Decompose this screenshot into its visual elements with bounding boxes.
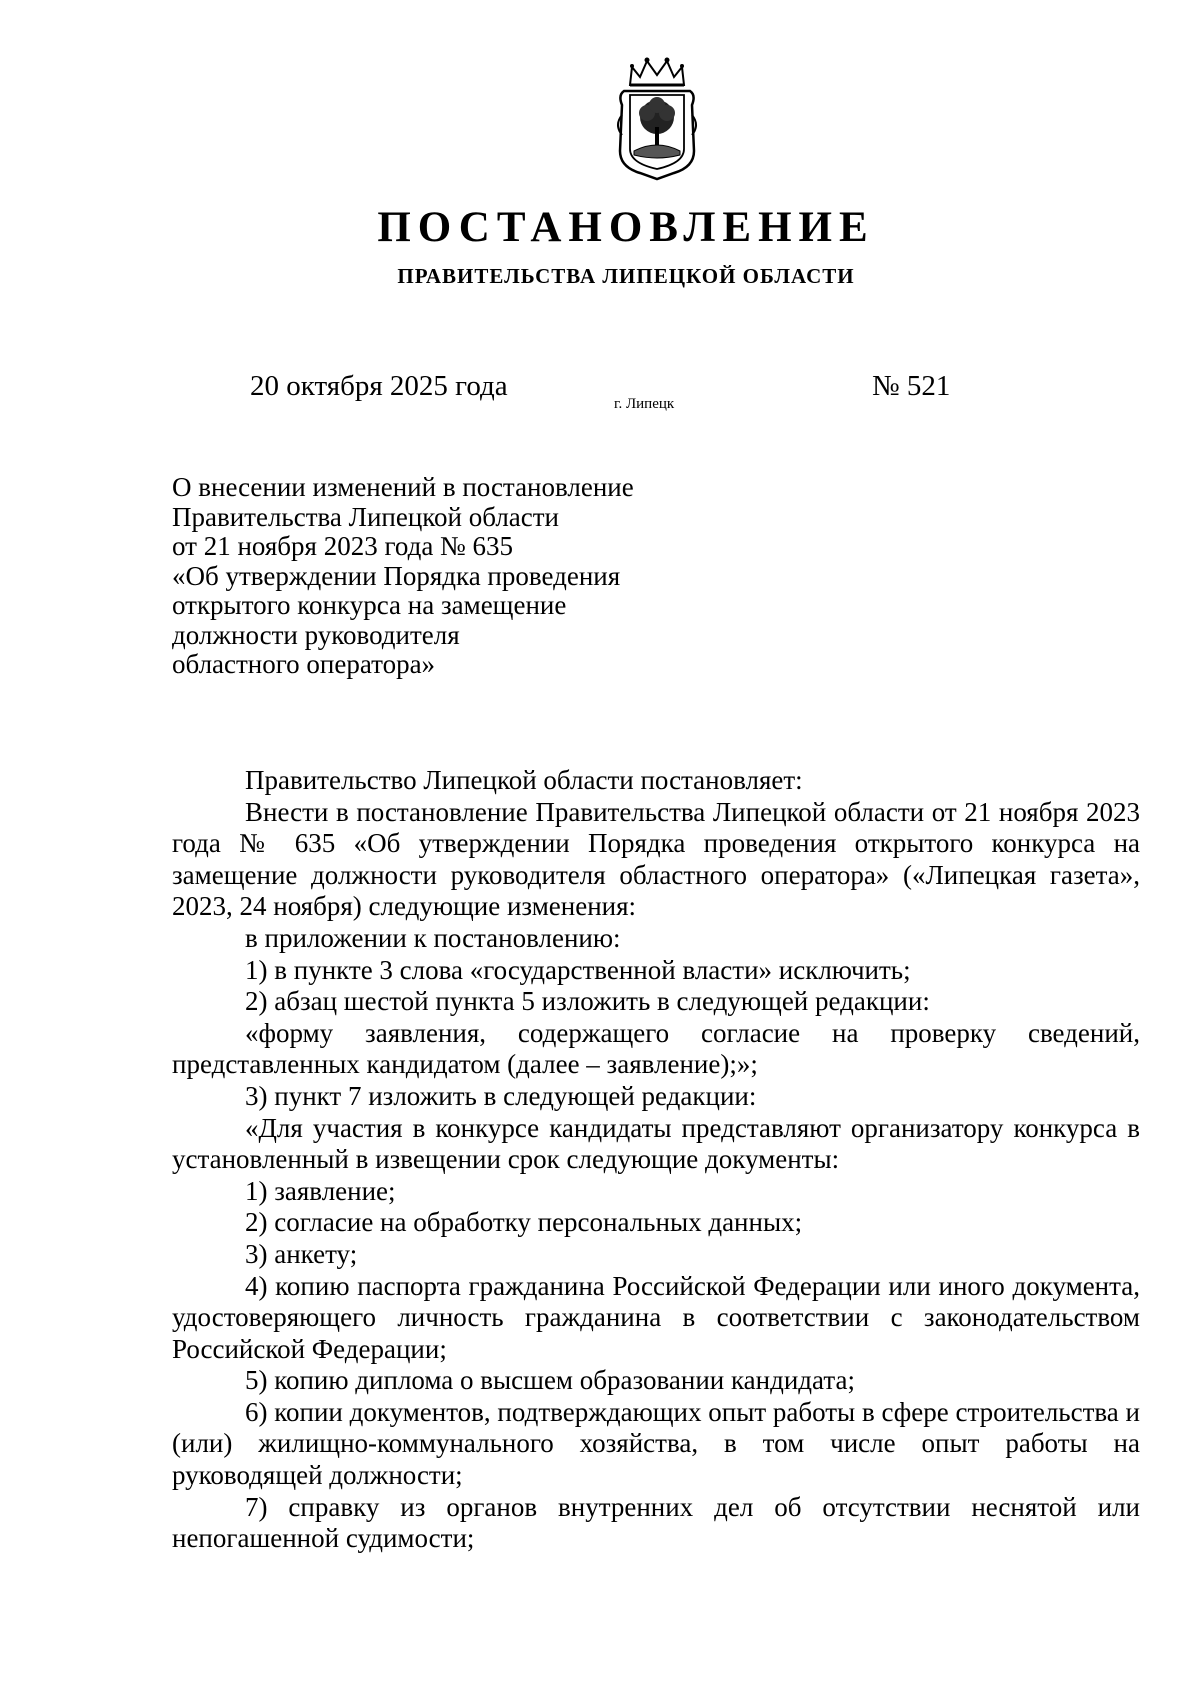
- body-paragraph: 6) копии документов, подтверждающих опыт работы в сфере строительства и (или) жилищно-коммунального хозяйства, в том числе опыт работы на руководящей должности;: [172, 1396, 1140, 1491]
- issuing-authority: ПРАВИТЕЛЬСТВА ЛИПЕЦКОЙ ОБЛАСТИ: [397, 264, 855, 288]
- body-paragraph: 2) согласие на обработку персональных данных;: [245, 1207, 803, 1238]
- heading-line: открытого конкурса на замещение: [172, 590, 567, 620]
- body-paragraph: 4) копию паспорта гражданина Российской Федерации или иного документа, удостоверяющего личность гражданина в соответствии с законодательством Российской Федерации;: [172, 1270, 1140, 1364]
- body-paragraph: Правительство Липецкой области постановляет:: [245, 765, 803, 795]
- heading-line: должности руководителя: [172, 619, 460, 650]
- body-paragraph: 3) анкету;: [245, 1238, 358, 1269]
- body-paragraph: 1) заявление;: [245, 1175, 396, 1206]
- heading-line: О внесении изменений в постановление: [172, 472, 634, 502]
- body-paragraph: «форму заявления, содержащего согласие на проверку сведений, представленных кандидатом (далее – заявление);»;: [172, 1017, 1140, 1080]
- heading-line: от 21 ноября 2023 года № 635: [172, 531, 514, 561]
- body-paragraph: 1) в пункте 3 слова «государственной власти» исключить;: [245, 954, 911, 985]
- body-paragraph: в приложении к постановлению:: [245, 922, 621, 953]
- body-paragraph: 5) копию диплома о высшем образовании кандидата;: [245, 1365, 855, 1396]
- heading-line: областного оператора»: [172, 649, 436, 679]
- body-paragraph: 7) справку из органов внутренних дел об отсутствии неснятой или непогашенной судимости;: [172, 1491, 1140, 1554]
- coat-of-arms-icon: [610, 55, 704, 183]
- document-number: № 521: [872, 370, 951, 402]
- heading-line: Правительства Липецкой области: [172, 501, 560, 532]
- document-city: г. Липецк: [614, 396, 675, 412]
- body-paragraph: «Для участия в конкурсе кандидаты представляют организатору конкурса в установленный в извещении срок следующие документы:: [172, 1112, 1140, 1175]
- document-heading: [172, 473, 732, 680]
- document-body: [172, 765, 1140, 1555]
- body-paragraph: 3) пункт 7 изложить в следующей редакции:: [245, 1080, 757, 1111]
- document-title: ПОСТАНОВЛЕНИЕ: [377, 204, 875, 251]
- body-paragraph: Внести в постановление Правительства Липецкой области от 21 ноября 2023 года № 635 «Об утверждении Порядка проведения открытого конкурса на замещение должности руководителя областного оператора» («Липецкая газета», 2023, 24 ноября) следующие изменения:: [172, 796, 1140, 922]
- document-date: 20 октября 2025 года: [250, 370, 508, 402]
- heading-line: «Об утверждении Порядка проведения: [172, 560, 621, 591]
- body-paragraph: 2) абзац шестой пункта 5 изложить в следующей редакции:: [245, 986, 930, 1017]
